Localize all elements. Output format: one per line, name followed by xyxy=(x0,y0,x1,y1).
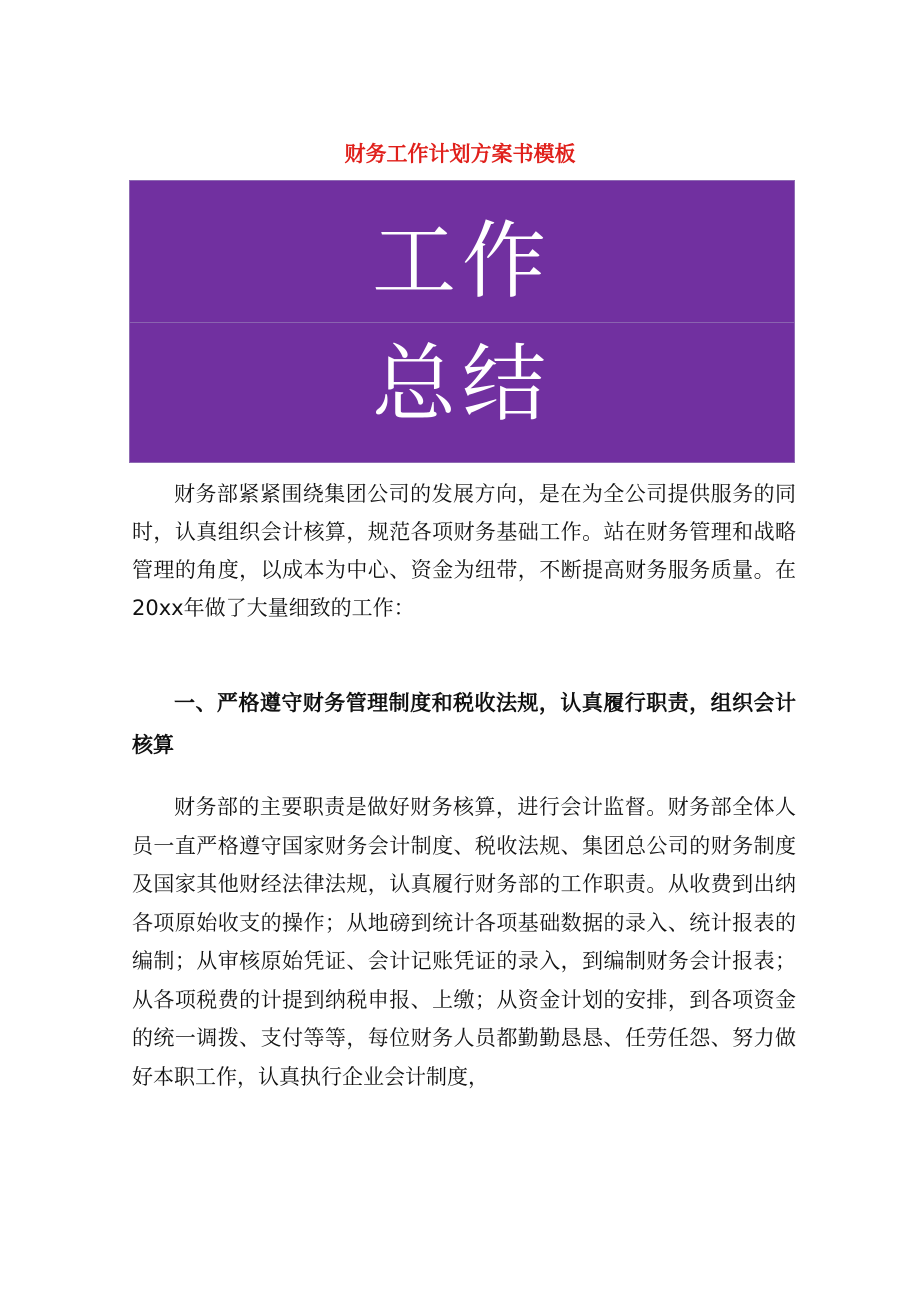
section-paragraph: 财务部的主要职责是做好财务核算，进行会计监督。财务部全体人员一直严格遵守国家财务会计制度、税收法规、集团总公司的财务制度及国家其他财经法律法规，认真履行财务部的工作职责。从收费到出纳各项原始收支的操作；从地磅到统计各项基础数据的录入、统计报表的编制；从审核原始凭证、会计记账凭证的录入，到编制财务会计报表；从各项税费的计提到纳税申报、上缴；从资金计划的安排，到各项资金的统一调拨、支付等等，每位财务人员都勤勤恳恳、任劳任怨、努力做好本职工作，认真执行企业会计制度， xyxy=(132,795,796,1089)
banner-line-2: 总结 xyxy=(371,334,552,433)
cover-banner xyxy=(129,180,795,463)
document-title: 财务工作计划方案书模板 xyxy=(344,142,576,166)
banner-top-panel xyxy=(130,181,794,323)
intro-paragraph: 财务部紧紧围绕集团公司的发展方向，是在为全公司提供服务的同时，认真组织会计核算，规范各项财务基础工作。站在财务管理和战略管理的角度，以成本为中心、资金为纽带，不断提高财务服务质量。在20xx年做了大量细致的工作： xyxy=(132,482,796,620)
section-heading: 一、严格遵守财务管理制度和税收法规，认真履行职责，组织会计核算 xyxy=(132,691,796,757)
banner-bottom-panel xyxy=(130,323,794,462)
banner-line-1: 工作 xyxy=(371,211,552,310)
